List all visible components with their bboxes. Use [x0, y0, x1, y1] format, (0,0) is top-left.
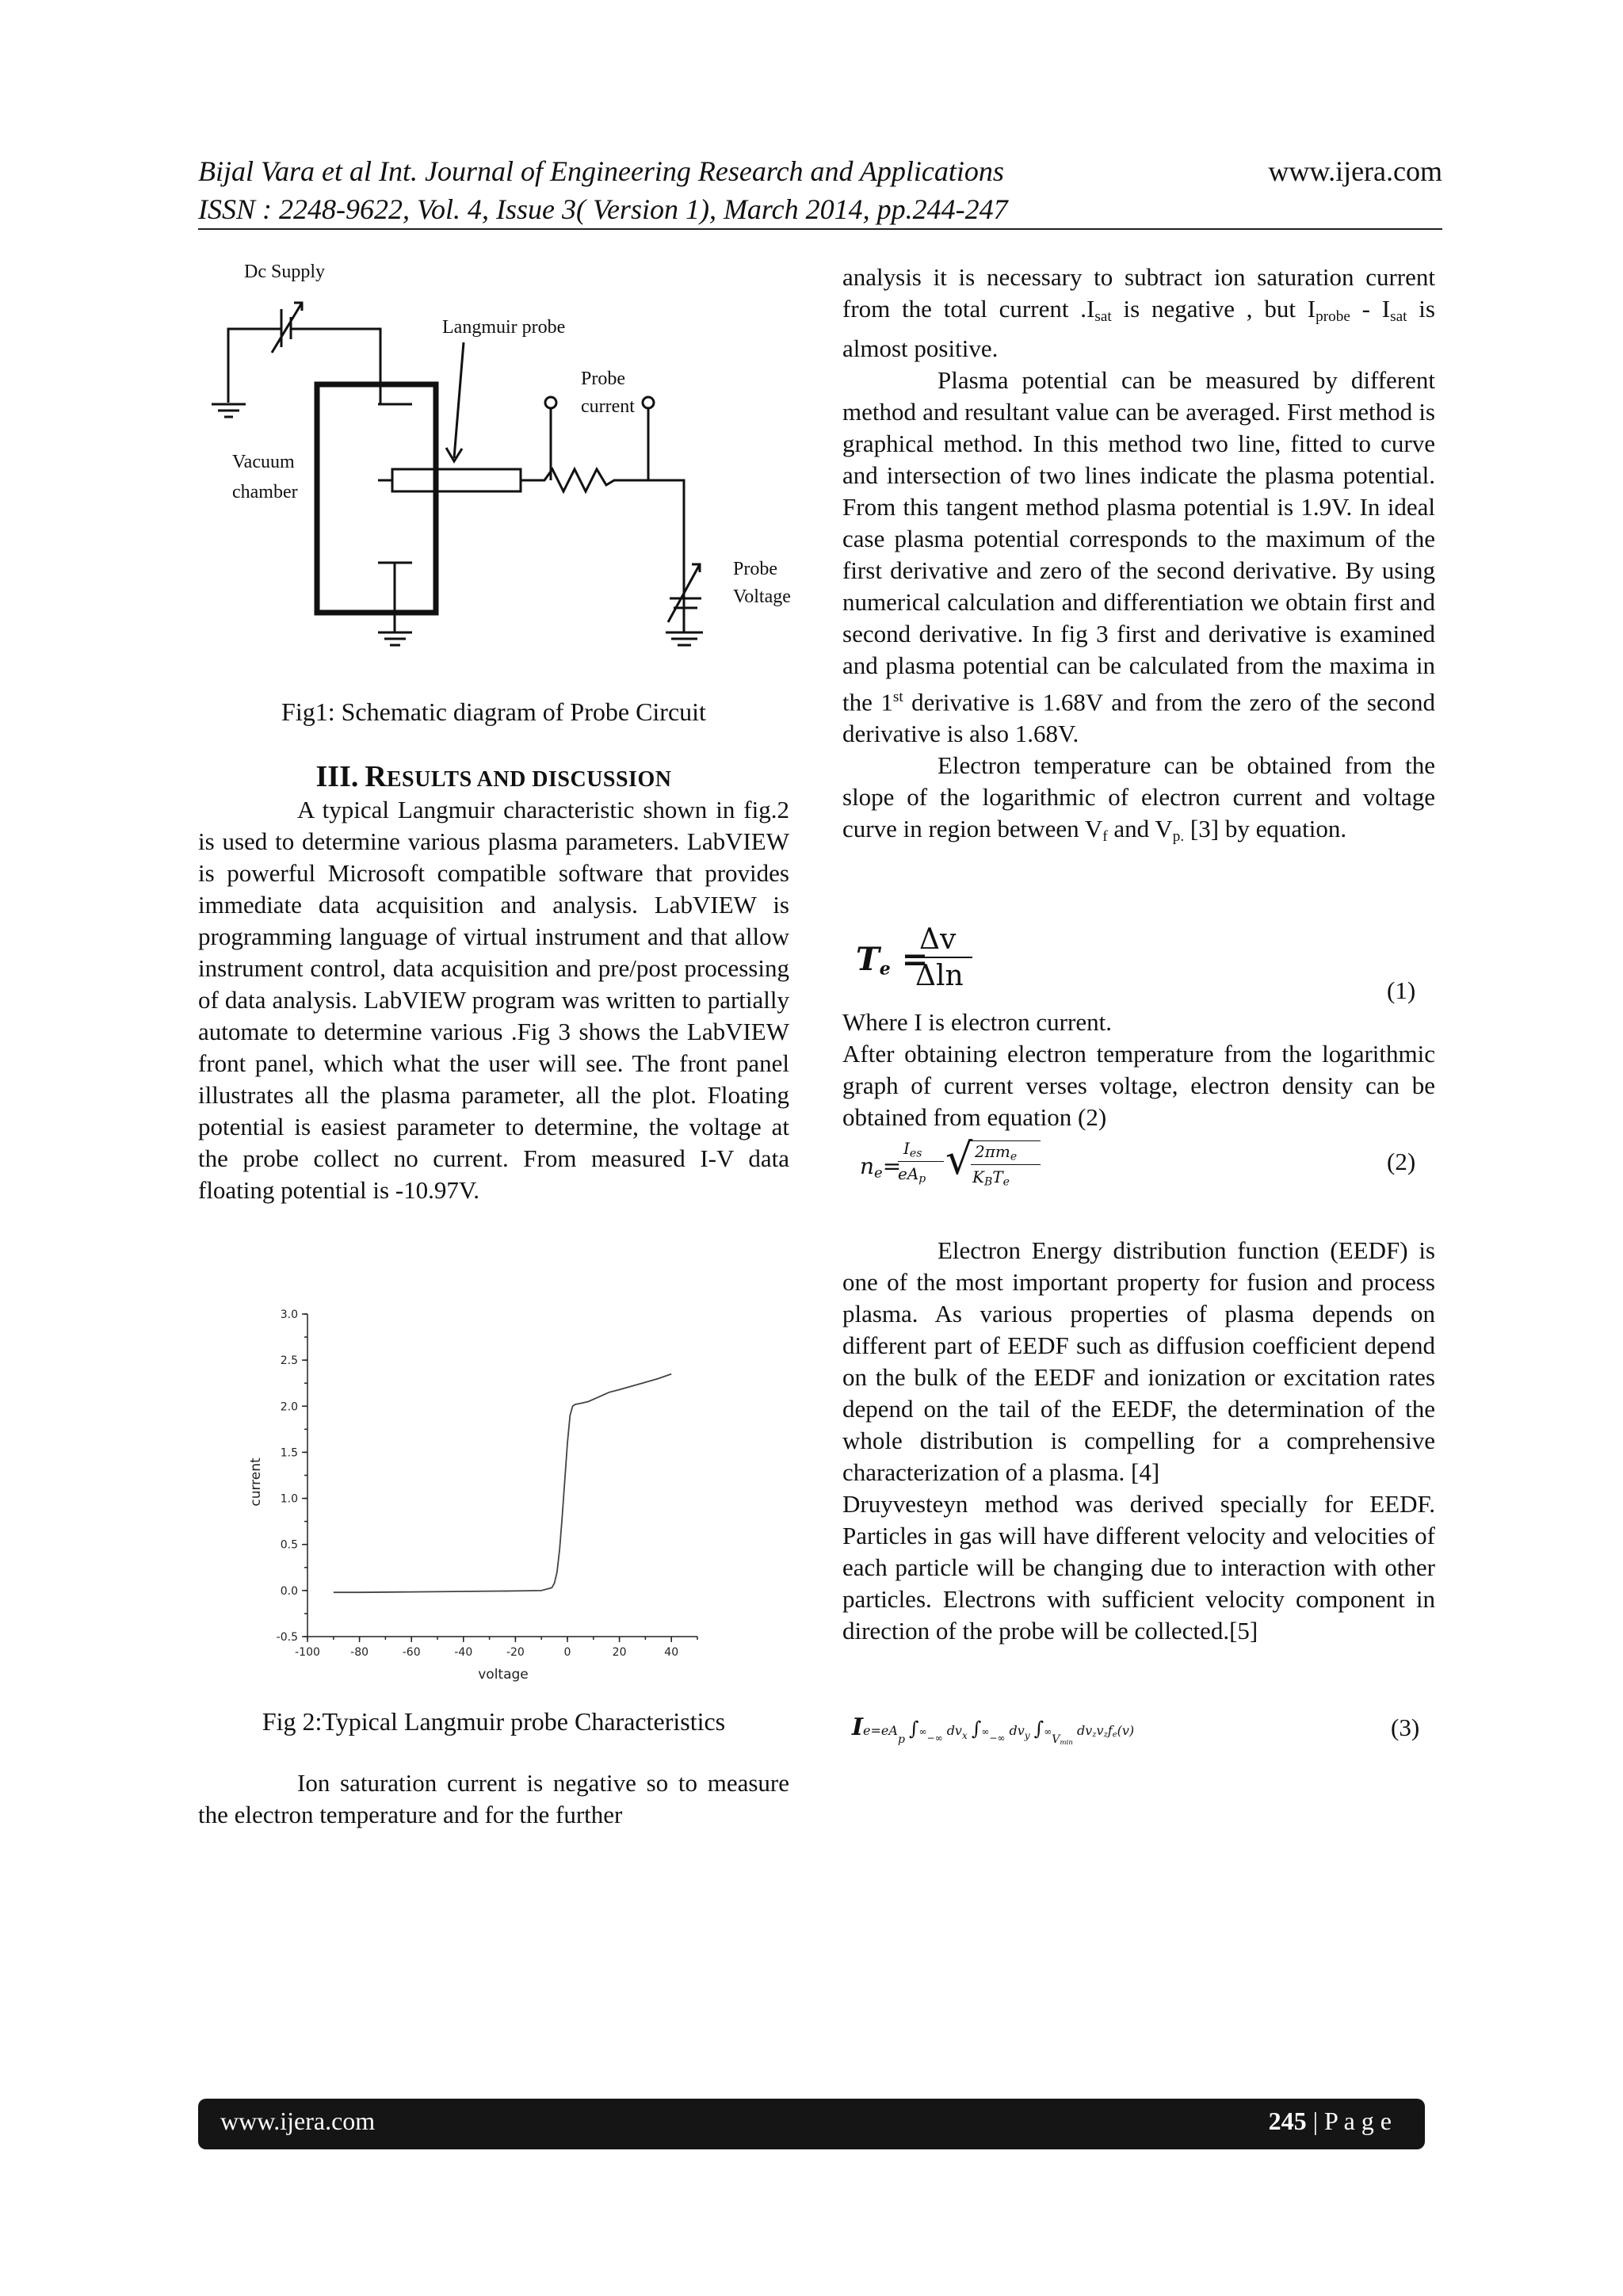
equation-3-number: (3) — [1391, 1713, 1420, 1741]
vacuum-label-2: chamber — [232, 482, 298, 502]
y-tick-label: 0.5 — [280, 1538, 298, 1552]
x-tick-label: -20 — [506, 1646, 525, 1659]
section-number: III. — [315, 760, 359, 793]
fig1-schematic — [202, 254, 804, 666]
right-para-1: analysis it is necessary to subtract ion saturation current from the total current $.I_{sat}$ is negative , but $I_{probe} - I_{sat}$ is almost positive. — [842, 263, 1435, 362]
header-journal-line: Bijal Vara et al Int. Journal of Engineering Research and Applications — [198, 155, 1004, 187]
results-paragraph: A typical Langmuir characteristic shown in fig.2 is used to determine various plasma parameters. LabVIEW is powerful Microsoft compatible software that provides immediate data acquisition and analysis. LabVIEW is programming language of virtual instrument and that allow instrument control, data acquisition and pre/post processing of data analysis. LabVIEW program was written to partially automate to determine various .Fig 3 shows the LabVIEW front panel, which what the user will see. The front panel illustrates all the plasma parameter, all the plot. Floating potential is easiest parameter to determine, the voltage at the probe collect no current. From measured I-V data floating potential is -10.97V. — [198, 796, 789, 1204]
right-para-3: Electron temperature can be obtained from the slope of the logarithmic of electron current and voltage curve in region between $V_f$ and $V_{p.}$ [3] by equation. — [842, 751, 1435, 846]
right-column-top — [842, 262, 1435, 853]
header-issn-line: ISSN : 2248-9622, Vol. 4, Issue 3( Version 1), March 2014, pp.244-247 — [198, 193, 1008, 225]
header-site-link[interactable]: www.ijera.com — [1268, 155, 1442, 187]
left-column-para2 — [198, 1767, 789, 1831]
fig2-caption: Fig 2:Typical Langmuir probe Characteristics — [262, 1707, 726, 1736]
probe-voltage-label-2: Voltage — [733, 586, 791, 607]
y-tick-label: 3.0 — [280, 1308, 298, 1321]
equation-1-number: (1) — [1387, 976, 1416, 1004]
y-tick-label: 2.5 — [280, 1354, 298, 1368]
ion-saturation-paragraph: Ion saturation current is negative so to measure the electron temperature and for the further — [198, 1769, 789, 1828]
right-para-6: Electron Energy distribution function (EEDF) is one of the most important property for fusion and process plasma. As various properties of plasma depends on different part of EEDF such as diffusion coefficient depend on the bulk of the EEDF and ionization or excitation rates depend on the tail of the EEDF, the determination of the whole distribution is compelling for a comprehensive characterization of a plasma. [4] — [842, 1236, 1435, 1486]
footer-page-number: 245 | P a g e — [1268, 2107, 1392, 2135]
langmuir-probe-label: Langmuir probe — [442, 317, 566, 338]
chart-ylabel: current — [248, 1457, 264, 1507]
x-tick-label: 20 — [612, 1646, 627, 1659]
x-tick-label: 40 — [664, 1646, 679, 1659]
iv-curve — [334, 1374, 671, 1593]
right-column-mid — [842, 1007, 1435, 1133]
page-footer — [198, 2099, 1425, 2149]
right-para-7: Druyvesteyn method was derived specially for EEDF. Particles in gas will have different velocity and velocities of each particle will be changing due to interaction with other particles. Electrons with sufficient velocity component in direction of the probe will be collected.[5] — [842, 1490, 1435, 1645]
dc-supply-label: Dc Supply — [244, 262, 325, 282]
vacuum-label-1: Vacuum — [232, 452, 295, 472]
footer-site-link[interactable]: www.ijera.com — [220, 2107, 376, 2135]
left-column-para1 — [198, 794, 789, 1206]
x-tick-label: 0 — [563, 1646, 571, 1659]
fig2-chart — [238, 1300, 713, 1696]
equation-2-number: (2) — [1387, 1148, 1416, 1175]
fig1-caption: Fig1: Schematic diagram of Probe Circuit — [281, 697, 706, 726]
equation-1: $T_e$ = Δv Δln — [856, 923, 983, 995]
equation-2: $n_e=$ $I_{es}$ $eA_p$ √ $2\pi m_e$ $K_BT_e$ — [860, 1137, 1066, 1201]
probe-current-label-2: current — [581, 396, 635, 417]
y-tick-label: -0.5 — [276, 1631, 298, 1644]
y-tick-label: 1.0 — [280, 1492, 298, 1506]
section-title: ESULTS AND DISCUSSION — [386, 767, 672, 792]
y-tick-label: 2.0 — [280, 1400, 298, 1414]
right-para-4: Where I is electron current. — [842, 1008, 1112, 1036]
running-header — [198, 152, 1442, 228]
section-initial: R — [365, 760, 387, 793]
probe-voltage-label-1: Probe — [733, 559, 777, 579]
x-tick-label: -100 — [295, 1646, 320, 1659]
probe-current-label-1: Probe — [581, 369, 625, 389]
x-tick-label: -80 — [350, 1646, 369, 1659]
right-para-5: After obtaining electron temperature from the logarithmic graph of current verses voltage, electron density can be obtained from equation (2) — [842, 1040, 1435, 1131]
section-heading — [198, 761, 789, 796]
equation-3: Ie=eAp $\int\infty_{-\infty}$ $dv_x$ $\int\infty_{-\infty}$ $dv_y$ $\int\infty V_{min}$ $dv_zv_zf_e(v)$ — [852, 1713, 1135, 1748]
chart-xlabel: voltage — [478, 1667, 529, 1683]
right-para-2: Plasma potential can be measured by different method and resultant value can be averaged. First method is graphical method. In this method two line, fitted to curve and intersection of two lines indicate the plasma potential. From this tangent method plasma potential is 1.9V. In ideal case plasma potential corresponds to the maximum of the first derivative and zero of the second derivative. By using numerical calculation and differentiation we obtain first and second derivative. In fig 3 first and derivative is examined and plasma potential can be calculated from the maxima in the 1st derivative is 1.68V and from the zero of the second derivative is also 1.68V. — [842, 365, 1435, 748]
y-tick-label: 0.0 — [280, 1584, 298, 1598]
header-divider — [198, 228, 1442, 230]
x-tick-label: -40 — [454, 1646, 473, 1659]
right-column-bottom — [842, 1235, 1435, 1647]
x-tick-label: -60 — [402, 1646, 421, 1659]
y-tick-label: 1.5 — [280, 1446, 298, 1460]
